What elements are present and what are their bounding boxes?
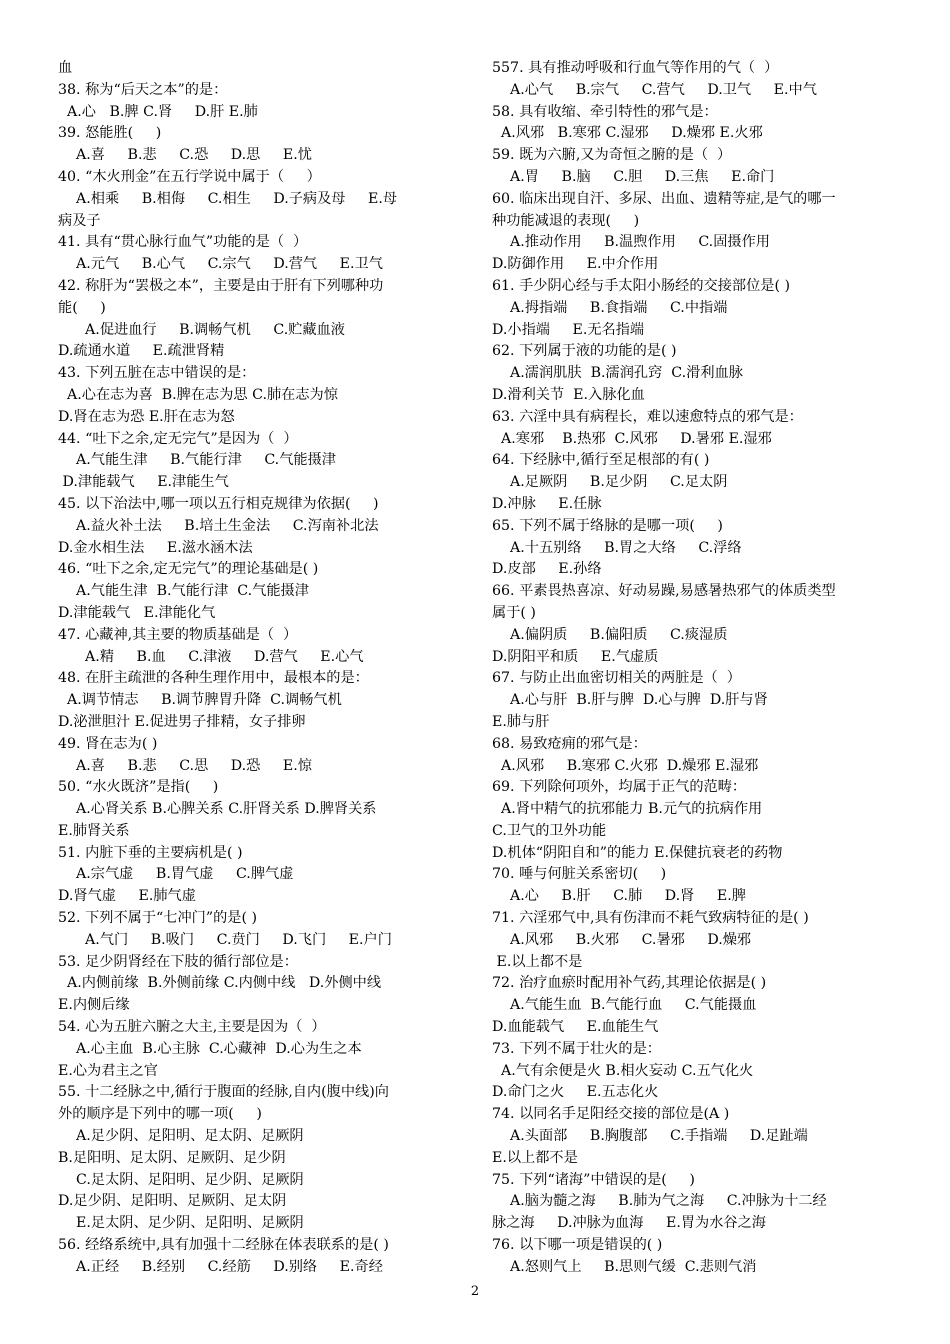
text-line: A.促进血行 B.调畅气机 C.贮藏血液 bbox=[58, 321, 345, 338]
text-line: 60. 临床出现自汗、多尿、出血、遗精等症,是气的哪一 bbox=[492, 190, 836, 207]
text-line: A.宗气虚 B.胃气虚 C.脾气虚 bbox=[58, 866, 294, 883]
text-line: A.正经 B.经别 C.经筋 D.别络 E.奇经 bbox=[58, 1258, 383, 1275]
text-line: A.足少阴、足阳明、足太阴、足厥阴 bbox=[58, 1128, 304, 1145]
text-line: C.卫气的卫外功能 bbox=[492, 822, 607, 839]
text-line: A.喜 B.悲 C.恐 D.思 E.忧 bbox=[58, 147, 312, 164]
text-line: D.命门之火 E.五志化火 bbox=[492, 1084, 659, 1101]
text-line: 49. 肾在志为( ) bbox=[58, 735, 158, 752]
text-line: 血 bbox=[58, 60, 73, 76]
text-line: D.疏通水道 E.疏泄肾精 bbox=[58, 343, 225, 360]
text-line: A.益火补土法 B.培土生金法 C.泻南补北法 bbox=[58, 517, 379, 534]
text-line: E.以上都不是 bbox=[492, 1149, 578, 1166]
text-line: 属于( ) bbox=[492, 604, 536, 621]
text-line: D.泌泄胆汁 E.促进男子排精，女子排卵 bbox=[58, 713, 306, 730]
text-line: 74. 以同名手足阳经交接的部位是(A ) bbox=[492, 1106, 730, 1123]
text-line: B.足阳明、足太阴、足厥阴、足少阴 bbox=[58, 1149, 286, 1166]
text-line: 38. 称为“后天之本”的是： bbox=[58, 81, 228, 98]
text-line: A.心在志为喜 B.脾在志为思 C.肺在志为惊 bbox=[58, 386, 338, 403]
text-line: 44. “吐下之余,定无完气”是因为（ ） bbox=[58, 430, 298, 447]
text-line: A.十五别络 B.胃之大络 C.浮络 bbox=[492, 539, 742, 556]
text-line: A.喜 B.悲 C.思 D.恐 E.惊 bbox=[58, 757, 312, 774]
text-line: A.风邪 B.寒邪 C.湿邪 D.燥邪 E.火邪 bbox=[492, 125, 763, 142]
text-line: 种功能减退的表现( ) bbox=[492, 212, 640, 229]
text-line: A.胃 B.脑 C.胆 D.三焦 E.命门 bbox=[492, 168, 775, 185]
text-line: A.风邪 B.寒邪 C.火邪 D.燥邪 E.湿邪 bbox=[492, 757, 759, 774]
text-line: D.阴阳平和质 E.气虚质 bbox=[492, 648, 659, 665]
text-line: A.心主血 B.心主脉 C.心藏神 D.心为生之本 bbox=[58, 1040, 362, 1057]
text-line: D.金水相生法 E.滋水涵木法 bbox=[58, 539, 253, 556]
text-line: 62. 下列属于液的功能的是( ) bbox=[492, 343, 677, 360]
text-line: 病及子 bbox=[58, 212, 101, 229]
text-line: A.肾中精气的抗邪能力 B.元气的抗病作用 bbox=[492, 801, 763, 818]
text-line: A.心与肝 B.肝与脾 D.心与脾 D.肝与肾 bbox=[492, 692, 768, 709]
text-line: 51. 内脏下垂的主要病机是( ) bbox=[58, 844, 243, 861]
text-line: D.防御作用 E.中介作用 bbox=[492, 256, 659, 273]
text-line: 41. 具有“贯心脉行血气”功能的是（ ） bbox=[58, 234, 308, 251]
text-line: 61. 手少阴心经与手太阳小肠经的交接部位是( ) bbox=[492, 277, 791, 294]
text-line: D.津能载气 E.津能生气 bbox=[58, 474, 229, 491]
text-line: 48. 在肝主疏泄的各种生理作用中，最根本的是： bbox=[58, 670, 369, 687]
text-line: 66. 平素畏热喜凉、好动易躁,易感暑热邪气的体质类型 bbox=[492, 583, 836, 600]
text-line: C.足太阴、足阳明、足少阴、足厥阴 bbox=[58, 1171, 304, 1188]
page-number: 2 bbox=[470, 1284, 480, 1299]
text-line: 55. 十二经脉之中,循行于腹面的经脉,自内(腹中线)向 bbox=[58, 1084, 389, 1101]
text-line: D.冲脉 E.任脉 bbox=[492, 495, 602, 512]
text-line: A.相乘 B.相侮 C.相生 D.子病及母 E.母 bbox=[58, 190, 398, 207]
text-line: E.肺与肝 bbox=[492, 713, 550, 730]
left-column bbox=[58, 58, 470, 1279]
text-line: 63. 六淫中具有病程长，难以速愈特点的邪气是： bbox=[492, 408, 803, 425]
text-line: E.以上都不是 bbox=[492, 953, 583, 970]
text-line: A.偏阴质 B.偏阳质 C.痰湿质 bbox=[492, 626, 728, 643]
text-line: D.津能载气 E.津能化气 bbox=[58, 604, 216, 621]
text-line: D.肾在志为恐 E.肝在志为怒 bbox=[58, 408, 235, 425]
text-line: A.精 B.血 C.津液 D.营气 E.心气 bbox=[58, 648, 364, 665]
text-line: A.调节情志 B.调节脾胃升降 C.调畅气机 bbox=[58, 692, 342, 709]
right-column bbox=[492, 58, 904, 1279]
text-line: 76. 以下哪一项是错误的( ) bbox=[492, 1237, 663, 1254]
text-line: A.风邪 B.火邪 C.暑邪 D.燥邪 bbox=[492, 931, 752, 948]
text-line: A.濡润肌肤 B.濡润孔窍 C.滑利血脉 bbox=[492, 365, 743, 382]
text-line: E.肺肾关系 bbox=[58, 822, 130, 839]
text-line: 能( ) bbox=[58, 299, 106, 316]
text-line: 45. 以下治法中,哪一项以五行相克规律为依据( ) bbox=[58, 495, 379, 512]
text-line: E.心为君主之官 bbox=[58, 1062, 158, 1079]
text-line: D.肾气虚 E.肺气虚 bbox=[58, 888, 196, 905]
text-line: 73. 下列不属于壮火的是： bbox=[492, 1040, 661, 1057]
text-line: A.元气 B.心气 C.宗气 D.营气 E.卫气 bbox=[58, 256, 383, 273]
text-line: 43. 下列五脏在志中错误的是： bbox=[58, 365, 256, 382]
text-line: A.心 B.肝 C.肺 D.肾 E.脾 bbox=[492, 888, 746, 905]
text-line: 68. 易致疮痈的邪气是： bbox=[492, 735, 647, 752]
text-line: A.怒则气上 B.思则气缓 C.悲则气消 bbox=[492, 1258, 757, 1275]
text-line: A.寒邪 B.热邪 C.风邪 D.暑邪 E.湿邪 bbox=[492, 430, 772, 447]
text-line: 53. 足少阴肾经在下肢的循行部位是： bbox=[58, 953, 298, 970]
text-line: E.内侧后缘 bbox=[58, 997, 130, 1014]
text-line: 64. 下经脉中,循行至足根部的有( ) bbox=[492, 452, 710, 469]
text-line: 40. “木火刑金”在五行学说中属于（ ） bbox=[58, 168, 321, 185]
text-line: A.推动作用 B.温煦作用 C.固摄作用 bbox=[492, 234, 770, 251]
text-line: 71. 六淫邪气中,具有伤津而不耗气致病特征的是( ) bbox=[492, 910, 809, 927]
text-line: 54. 心为五脏六腑之大主,主要是因为（ ） bbox=[58, 1019, 326, 1036]
text-line: A.心 B.脾 C.肾 D.肝 E.肺 bbox=[58, 103, 258, 120]
text-line: 脉之海 D.冲脉为血海 E.胃为水谷之海 bbox=[492, 1215, 766, 1232]
text-line: 39. 怒能胜( ) bbox=[58, 125, 162, 142]
text-line: 70. 唾与何脏关系密切( ) bbox=[492, 866, 667, 883]
text-line: E.足太阴、足少阴、足阳明、足厥阴 bbox=[58, 1215, 304, 1232]
text-line: 65. 下列不属于络脉的是哪一项( ) bbox=[492, 517, 723, 534]
text-line: D.机体“阴阳自和”的能力 E.保健抗衰老的药物 bbox=[492, 844, 783, 861]
text-line: 72. 治疗血瘀时配用补气药,其理论依据是( ) bbox=[492, 975, 767, 992]
text-line: A.内侧前缘 B.外侧前缘 C.内侧中线 D.外侧中线 bbox=[58, 975, 382, 992]
text-line: 56. 经络系统中,具有加强十二经脉在体表联系的是( ) bbox=[58, 1237, 389, 1254]
text-line: 52. 下列不属于“七冲门”的是( ) bbox=[58, 910, 258, 927]
text-line: A.气能生血 B.气能行血 C.气能摄血 bbox=[492, 997, 757, 1014]
text-line: 50. “水火既济”是指( ) bbox=[58, 779, 219, 796]
text-line: A.头面部 B.胸腹部 C.手指端 D.足趾端 bbox=[492, 1128, 808, 1145]
text-line: 59. 既为六腑,又为奇恒之腑的是（ ） bbox=[492, 147, 732, 164]
text-line: 557. 具有推动呼吸和行血气等作用的气（ ） bbox=[492, 60, 779, 76]
text-line: A.气能生津 B.气能行津 C.气能摄津 bbox=[58, 452, 336, 469]
text-line: 42. 称肝为“罢极之本”，主要是由于肝有下列哪种功 bbox=[58, 277, 384, 294]
text-line: D.滑利关节 E.入脉化血 bbox=[492, 386, 645, 403]
text-line: A.气有余便是火 B.相火妄动 C.五气化火 bbox=[492, 1062, 754, 1079]
text-line: D.小指端 E.无名指端 bbox=[492, 321, 645, 338]
text-line: 58. 具有收缩、牵引特性的邪气是： bbox=[492, 103, 718, 120]
text-line: D.皮部 E.孙络 bbox=[492, 561, 602, 578]
text-line: D.足少阴、足阳明、足厥阴、足太阴 bbox=[58, 1193, 287, 1210]
text-line: A.拇指端 B.食指端 C.中指端 bbox=[492, 299, 728, 316]
text-line: 69. 下列除何项外，均属于正气的范畴： bbox=[492, 779, 747, 796]
text-line: A.心气 B.宗气 C.营气 D.卫气 E.中气 bbox=[492, 81, 817, 98]
text-line: A.气门 B.吸门 C.贲门 D.飞门 E.户门 bbox=[58, 931, 392, 948]
text-line: 67. 与防止出血密切相关的两脏是（ ） bbox=[492, 670, 741, 687]
text-line: 47. 心藏神,其主要的物质基础是（ ） bbox=[58, 626, 298, 643]
text-line: 46. “吐下之余,定无完气”的理论基础是( ) bbox=[58, 561, 319, 578]
text-line: A.气能生津 B.气能行津 C.气能摄津 bbox=[58, 583, 309, 600]
text-line: 外的顺序是下列中的哪一项( ) bbox=[58, 1106, 262, 1123]
text-line: A.脑为髓之海 B.肺为气之海 C.冲脉为十二经 bbox=[492, 1193, 827, 1210]
text-line: D.血能载气 E.血能生气 bbox=[492, 1019, 659, 1036]
text-line: A.心肾关系 B.心脾关系 C.肝肾关系 D.脾肾关系 bbox=[58, 801, 377, 818]
text-line: A.足厥阴 B.足少阴 C.足太阴 bbox=[492, 474, 728, 491]
text-line: 75. 下列“诸海”中错误的是( ) bbox=[492, 1171, 695, 1188]
